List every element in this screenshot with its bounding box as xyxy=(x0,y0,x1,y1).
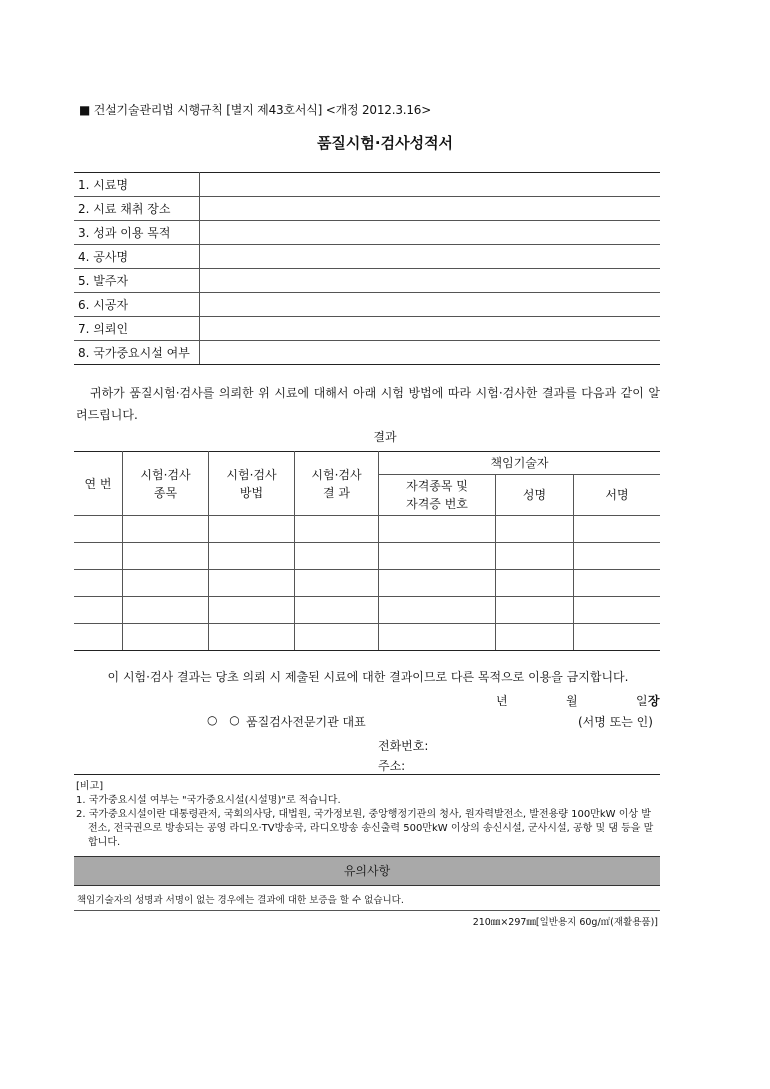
divider xyxy=(74,910,660,911)
table-row xyxy=(74,516,660,543)
cell[interactable] xyxy=(295,597,379,624)
cell[interactable] xyxy=(496,543,574,570)
caution-text: 책임기술자의 성명과 서명이 없는 경우에는 결과에 대한 보증을 할 수 없습니다. xyxy=(77,895,404,906)
cell[interactable] xyxy=(123,516,209,543)
cell[interactable] xyxy=(574,597,661,624)
info-row xyxy=(74,245,660,269)
cell[interactable] xyxy=(496,597,574,624)
notice-paragraph: 귀하가 품질시험·검사를 의뢰한 위 시료에 대해서 아래 시험 방법에 따라 시험·검사한 결과를 다음과 같이 알려드립니다. xyxy=(76,386,660,422)
table-row xyxy=(74,570,660,597)
result-table xyxy=(74,451,660,651)
caution-header: 유의사항 xyxy=(74,856,660,886)
cell[interactable] xyxy=(209,516,295,543)
cell[interactable] xyxy=(574,624,661,651)
address-label: 주소: xyxy=(378,759,406,773)
info-value-field[interactable] xyxy=(200,173,661,197)
cell[interactable] xyxy=(295,624,379,651)
info-label: 5. 발주자 xyxy=(74,269,200,293)
col-test-type-l1: 시험·검사 xyxy=(140,467,191,482)
col-test-method-l1: 시험·검사 xyxy=(226,467,277,482)
note-item: 1. 국가중요시설 여부는 "국가중요시설(시설명)"로 적습니다. xyxy=(76,795,341,806)
info-row xyxy=(74,341,660,365)
table-row xyxy=(74,597,660,624)
signature-field[interactable]: (서명 또는 인) xyxy=(578,715,653,729)
cell[interactable] xyxy=(123,543,209,570)
cell[interactable] xyxy=(574,516,661,543)
divider xyxy=(74,774,660,775)
cell[interactable] xyxy=(496,516,574,543)
col-signature: 서명 xyxy=(574,475,661,516)
note-item: 2. 국가중요시설이란 대통령관저, 국회의사당, 대법원, 국가정보원, 중앙행정기관의 청사, 원자력발전소, 발전용량 100만kW 이상 발전소, 전국권으로 방송되는 공영 라디오·TV방송국, 라디오방송 송신출력 500만kW 이상의 송신시설, 군사시설, 공항 및 댐 등을 말합니다. xyxy=(76,809,654,848)
col-responsible-engineer: 책임기술자 xyxy=(379,452,661,475)
info-label: 8. 국가중요시설 여부 xyxy=(74,341,200,365)
info-label: 7. 의뢰인 xyxy=(74,317,200,341)
form-header-line: ■ 건설기술관리법 시행규칙 [별지 제43호서식] <개정 2012.3.16> xyxy=(79,103,432,117)
col-test-type xyxy=(123,452,209,516)
cell[interactable] xyxy=(379,597,496,624)
cell[interactable] xyxy=(379,543,496,570)
info-value-field[interactable] xyxy=(200,245,661,269)
col-test-type-l2: 종목 xyxy=(153,485,178,500)
cell[interactable] xyxy=(209,570,295,597)
notes-title: [비고] xyxy=(76,781,104,792)
col-test-method xyxy=(209,452,295,516)
cell[interactable] xyxy=(74,516,123,543)
info-row xyxy=(74,317,660,341)
info-row xyxy=(74,293,660,317)
info-row xyxy=(74,269,660,293)
info-table xyxy=(74,172,660,365)
usage-warning: 이 시험·검사 결과는 당초 의뢰 시 제출된 시료에 대한 결과이므로 다른 목적으로 이용을 금지합니다. xyxy=(107,670,629,684)
col-test-result-l2: 결 과 xyxy=(323,485,350,500)
cell[interactable] xyxy=(209,543,295,570)
info-label: 1. 시료명 xyxy=(74,173,200,197)
cell[interactable] xyxy=(496,570,574,597)
cell[interactable] xyxy=(209,597,295,624)
cell[interactable] xyxy=(574,570,661,597)
cell[interactable] xyxy=(123,597,209,624)
date-year: 년 xyxy=(496,694,508,708)
cell[interactable] xyxy=(295,570,379,597)
info-value-field[interactable] xyxy=(200,293,661,317)
col-certificate-l1: 자격종목 및 xyxy=(406,479,468,493)
cell[interactable] xyxy=(209,624,295,651)
info-row xyxy=(74,173,660,197)
cell[interactable] xyxy=(295,543,379,570)
col-test-method-l2: 방법 xyxy=(239,485,264,500)
page-title: 품질시험·검사성적서 xyxy=(316,134,454,152)
paper-spec: 210㎜×297㎜[일반용지 60g/㎡(재활용품)] xyxy=(472,917,658,928)
info-label: 4. 공사명 xyxy=(74,245,200,269)
info-label: 3. 성과 이용 목적 xyxy=(74,221,200,245)
cell[interactable] xyxy=(74,624,123,651)
cell[interactable] xyxy=(379,570,496,597)
cell[interactable] xyxy=(123,570,209,597)
info-value-field[interactable] xyxy=(200,221,661,245)
signer-label: 품질검사전문기관 대표 xyxy=(246,715,366,729)
col-certificate xyxy=(379,475,496,516)
result-title: 결과 xyxy=(373,430,397,444)
cell[interactable] xyxy=(74,570,123,597)
cell[interactable] xyxy=(74,543,123,570)
col-name: 성명 xyxy=(496,475,574,516)
col-test-result xyxy=(295,452,379,516)
date-month: 월 xyxy=(566,694,578,708)
info-row xyxy=(74,197,660,221)
seal-glyph: 장 xyxy=(648,694,660,708)
cell[interactable] xyxy=(379,516,496,543)
notes-section xyxy=(76,780,660,850)
cell[interactable] xyxy=(496,624,574,651)
table-row xyxy=(74,624,660,651)
table-row xyxy=(74,543,660,570)
info-label: 2. 시료 채취 장소 xyxy=(74,197,200,221)
cell[interactable] xyxy=(123,624,209,651)
col-serial: 연 번 xyxy=(74,452,123,516)
info-row xyxy=(74,221,660,245)
cell[interactable] xyxy=(574,543,661,570)
col-certificate-l2: 자격증 번호 xyxy=(406,497,468,511)
cell[interactable] xyxy=(295,516,379,543)
info-value-field[interactable] xyxy=(200,317,661,341)
info-label: 6. 시공자 xyxy=(74,293,200,317)
cell[interactable] xyxy=(379,624,496,651)
date-day: 일 xyxy=(636,694,648,708)
signer-circles: ○ ○ xyxy=(207,713,240,727)
cell[interactable] xyxy=(74,597,123,624)
info-value-field[interactable] xyxy=(200,341,661,365)
phone-label: 전화번호: xyxy=(378,739,429,753)
col-test-result-l1: 시험·검사 xyxy=(311,467,362,482)
info-value-field[interactable] xyxy=(200,197,661,221)
info-value-field[interactable] xyxy=(200,269,661,293)
